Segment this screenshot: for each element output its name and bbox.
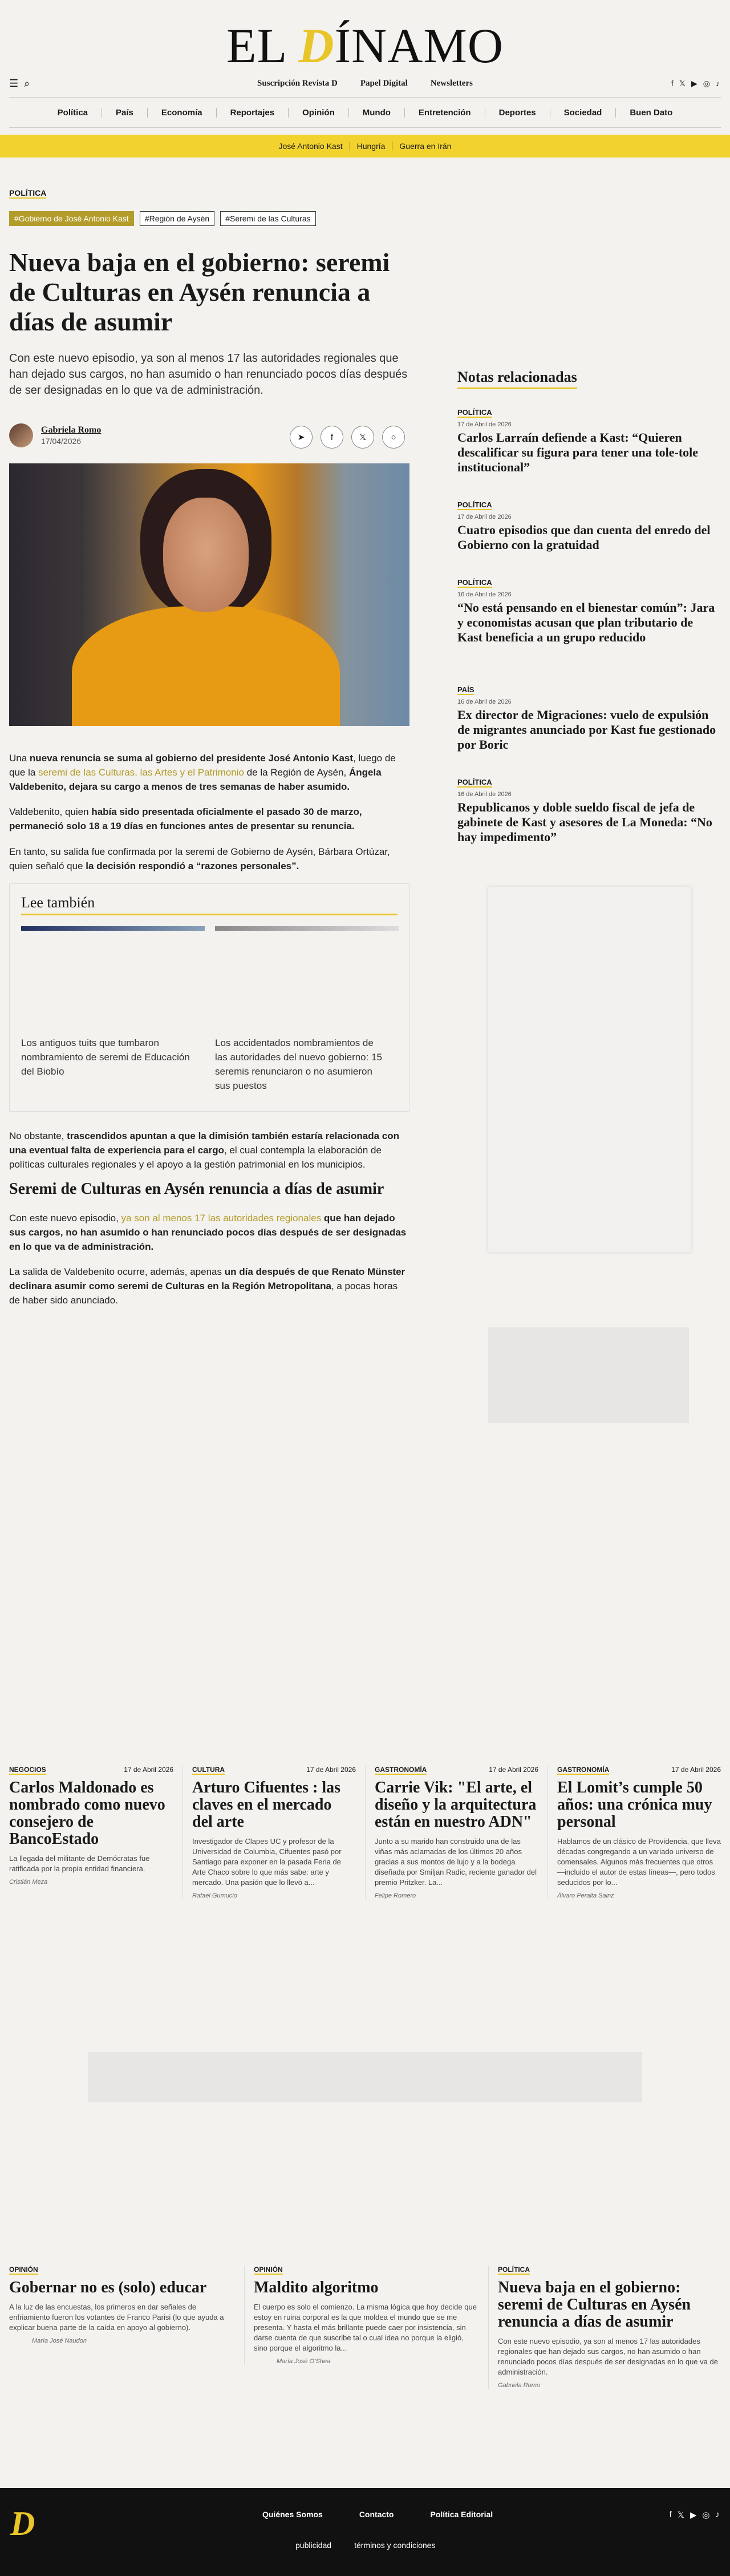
article-photo [9,463,409,726]
paragraph: Con este nuevo episodio, ya son al menos 17 las autoridades regionales que han dejado sus cargos, no han asumido o han renunciado pocos días después de ser designadas en lo que va de administración. [9,1213,407,1252]
news-card[interactable]: GASTRONOMÍA 17 de Abril 2026 Carrie Vik: "El arte, el diseño y la arquitectura están en nuestro ADN" Junto a su marido han construido una de las viñas más aclamadas de los últimos 20 años gracias a sus montos de lujo y a la bodega diseñada por Smiljan Radic, reciente ganador del premio Pritzker. La... Felipe Romero [365,1766,548,1899]
sidebar-ad-small[interactable] [488,1327,689,1423]
x-share-icon[interactable]: 𝕏 [351,426,374,449]
share-bar [290,426,405,449]
related-link[interactable]: Los antiguos tuits que tumbaron nombramiento de seremi de Educación del Biobío [21,1037,190,1077]
nav-item-economia[interactable]: Economía [148,108,217,118]
tag[interactable]: #Región de Aysén [140,211,214,226]
trending-bar [0,135,730,158]
footer-link[interactable]: términos y condiciones [354,2541,436,2550]
banner-ad[interactable] [88,2052,642,2102]
util-link-newsletters[interactable]: Newsletters [430,79,473,88]
nav-item-politica[interactable]: Política [44,108,102,118]
util-link-revista[interactable]: Suscripción Revista D [257,79,338,88]
news-card[interactable]: GASTRONOMÍA 17 de Abril 2026 El Lomit’s cumple 50 años: una crónica muy personal Hablamos de un clásico de Providencia, que lleva décadas congregando a un variado universo de comensales. Algunos más frecuentes que otros —incluido el autor de estas líneas—, pero todos seducidos por lo... Álvaro Peralta Sainz [548,1766,730,1899]
tiktok-icon[interactable]: ♪ [716,79,720,88]
related-item[interactable]: POLÍTICA 17 de Abril de 2026 Cuatro episodios que dan cuenta del enredo del Gobierno con la gratuidad [457,500,711,552]
main-nav [9,97,721,128]
footer-link[interactable]: Contacto [359,2510,394,2519]
sidebar-title: Notas relacionadas [457,369,577,389]
paragraph: Valdebenito, quien había sido presentada oficialmente el pasado 30 de marzo, permaneció solo 18 a 19 días en funciones antes de presentar su renuncia. [9,806,362,831]
instagram-icon[interactable]: ◎ [703,79,710,88]
footer-logo[interactable]: D [10,2505,35,2542]
nav-item-reportajes[interactable]: Reportajes [217,108,289,118]
footer-link[interactable]: Política Editorial [430,2510,493,2519]
nav-item-mundo[interactable]: Mundo [349,108,405,118]
paragraph: No obstante, trascendidos apuntan a que la dimisión también estaría relacionada con una eventual falta de experiencia para el cargo, el cual contempla la elaboración de políticas culturales regionales y el apoyo a la gestión patrimonial en los municipios. [9,1130,400,1170]
tiktok-icon[interactable]: ♪ [715,2510,720,2520]
whatsapp-share-icon[interactable]: ○ [382,426,405,449]
article-subheading: Seremi de Culturas en Aysén renuncia a días de asumir [9,1180,384,1198]
search-icon[interactable]: ⌕ [24,78,30,89]
paragraph: En tanto, su salida fue confirmada por la seremi de Gobierno de Aysén, Bárbara Ortúzar, quien señaló que la decisión respondió a “razones personales”. [9,846,390,871]
news-card[interactable]: CULTURA 17 de Abril 2026 Arturo Cifuentes : las claves en el mercado del arte Investigador de Clapes UC y profesor de la Universidad de Columbia, Cifuentes pasó por Santiago para exponer en la pasada Feria de Arte Chaco sobre lo que más sabe: arte y mercado. Una pasión que lo llevó a... Rafael Gumucio [182,1766,365,1899]
tag[interactable]: #Gobierno de José Antonio Kast [9,211,134,226]
related-box-title: Lee también [21,894,398,915]
x-icon[interactable]: 𝕏 [679,79,686,88]
trending-item[interactable]: Guerra en Irán [399,142,452,151]
youtube-icon[interactable]: ▶ [690,2510,697,2520]
instagram-icon[interactable]: ◎ [702,2510,710,2520]
article-lead: Con este nuevo episodio, ya son al menos 17 las autoridades regionales que han dejado sus cargos, no han asumido o han renunciado pocos días después de ser designadas en lo que va de administración. [9,352,408,397]
site-header [0,0,730,72]
related-thumb[interactable] [215,926,399,931]
article-kicker[interactable]: POLÍTICA [9,188,47,197]
facebook-icon[interactable]: f [671,79,674,88]
related-item[interactable]: POLÍTICA 17 de Abril de 2026 Carlos Larraín defiende a Kast: “Quieren descalificar su figura para tener una tole-tole institucional” [457,408,699,474]
paragraph: Una nueva renuncia se suma al gobierno del presidente José Antonio Kast, luego de que la seremi de las Culturas, las Artes y el Patrimonio de la Región de Aysén, Ángela Valdebenito, dejara su cargo a menos de tres semanas de haber asumido. [9,753,396,792]
inline-link[interactable]: seremi de las Culturas, las Artes y el Patrimonio [38,767,244,778]
site-footer [0,2488,730,2576]
nav-item-buen-dato[interactable]: Buen Dato [630,107,673,118]
nav-item-sociedad[interactable]: Sociedad [550,108,617,118]
inline-link[interactable]: ya son al menos 17 las autoridades regionales [121,1213,322,1224]
news-card[interactable]: POLÍTICA Nueva baja en el gobierno: seremi de Culturas en Aysén renuncia a días de asumir Con este nuevo episodio, ya son al menos 17 las autoridades regionales que han dejado sus cargos, no han asumido o han renunciado pocos días después de ser designadas en lo que va de administración. Gabriela Romo [488,2266,730,2389]
trending-item[interactable]: Hungría [350,142,393,151]
opinion-card[interactable]: OPINIÓN Maldito algoritmo El cuerpo es solo el comienzo. La misma lógica que hoy decide que estoy en ruina corporal es la que moldea el mundo que se me presenta. Y hasta el más brillante puede caer por insistencia, sin darse cuenta de que suscribe tal o cual idea no porque la eligió, sino porque el algoritmo la... María José O’Shea [244,2266,487,2365]
footer-link[interactable]: Quiénes Somos [262,2510,323,2519]
related-thumb[interactable] [21,926,205,931]
paragraph: La salida de Valdebenito ocurre, además, apenas un día después de que Renato Münster declinara asumir como seremi de Culturas en la Región Metropolitana, a pocas horas de haber sido anunciado. [9,1266,405,1306]
site-logo[interactable]: EL DÍNAMO [226,18,504,73]
publish-date: 17/04/2026 [41,437,82,446]
nav-item-opinion[interactable]: Opinión [289,108,349,118]
nav-item-pais[interactable]: País [102,108,148,118]
related-item[interactable]: POLÍTICA 16 de Abril de 2026 Republicanos y doble sueldo fiscal de jefa de gabinete de Kast y asesores de La Moneda: “No hay impedimento” [457,778,712,844]
author-name[interactable]: Gabriela Romo [41,425,102,435]
news-card[interactable]: NEGOCIOS 17 de Abril 2026 Carlos Maldonado es nombrado como nuevo consejero de BancoEstado La llegada del militante de Demócratas fue ratificada por la propia entidad financiera. Cristián Meza [9,1766,173,1885]
youtube-icon[interactable]: ▶ [691,79,697,88]
related-item[interactable]: PAÍS 16 de Abril de 2026 Ex director de Migraciones: vuelo de expulsión de migrantes anunciado por Kast fue gestionado por Boric [457,685,716,752]
utility-bar [0,72,730,97]
article-title: Nueva baja en el gobierno: seremi de Culturas en Aysén renuncia a días de asumir [9,248,390,336]
related-box [9,883,409,1112]
nav-item-entretencion[interactable]: Entretención [405,108,485,118]
nav-item-deportes[interactable]: Deportes [485,108,550,118]
facebook-icon[interactable]: f [669,2510,672,2520]
sidebar-ad[interactable] [488,887,691,1252]
x-icon[interactable]: 𝕏 [677,2510,684,2520]
related-link[interactable]: Los accidentados nombramientos de las autoridades del nuevo gobierno: 15 seremis renunciaron o no asumieron sus puestos [215,1037,382,1091]
menu-icon[interactable]: ☰ [9,78,19,89]
more-news-row [0,1766,730,2028]
util-link-papel-digital[interactable]: Papel Digital [360,79,408,88]
tag[interactable]: #Seremi de las Culturas [220,211,315,226]
footer-link[interactable]: publicidad [295,2541,332,2550]
facebook-share-icon[interactable]: f [321,426,343,449]
byline [9,423,101,447]
tag-list [9,211,316,226]
opinion-card[interactable]: OPINIÓN Gobernar no es (solo) educar A la luz de las encuestas, los primeros en dar señales de enfriamiento fueron los votantes de Franco Parisi (lo que ayuda a explicar buena parte de la caída en apoyo al gobierno). María José Naudon [9,2266,224,2344]
trending-item[interactable]: José Antonio Kast [272,142,350,151]
telegram-share-icon[interactable]: ➤ [290,426,313,449]
related-item[interactable]: POLÍTICA 16 de Abril de 2026 “No está pensando en el bienestar común”: Jara y economistas acusan que plan tributario de Kast beneficia a un grupo reducido [457,578,715,644]
avatar [9,423,33,447]
